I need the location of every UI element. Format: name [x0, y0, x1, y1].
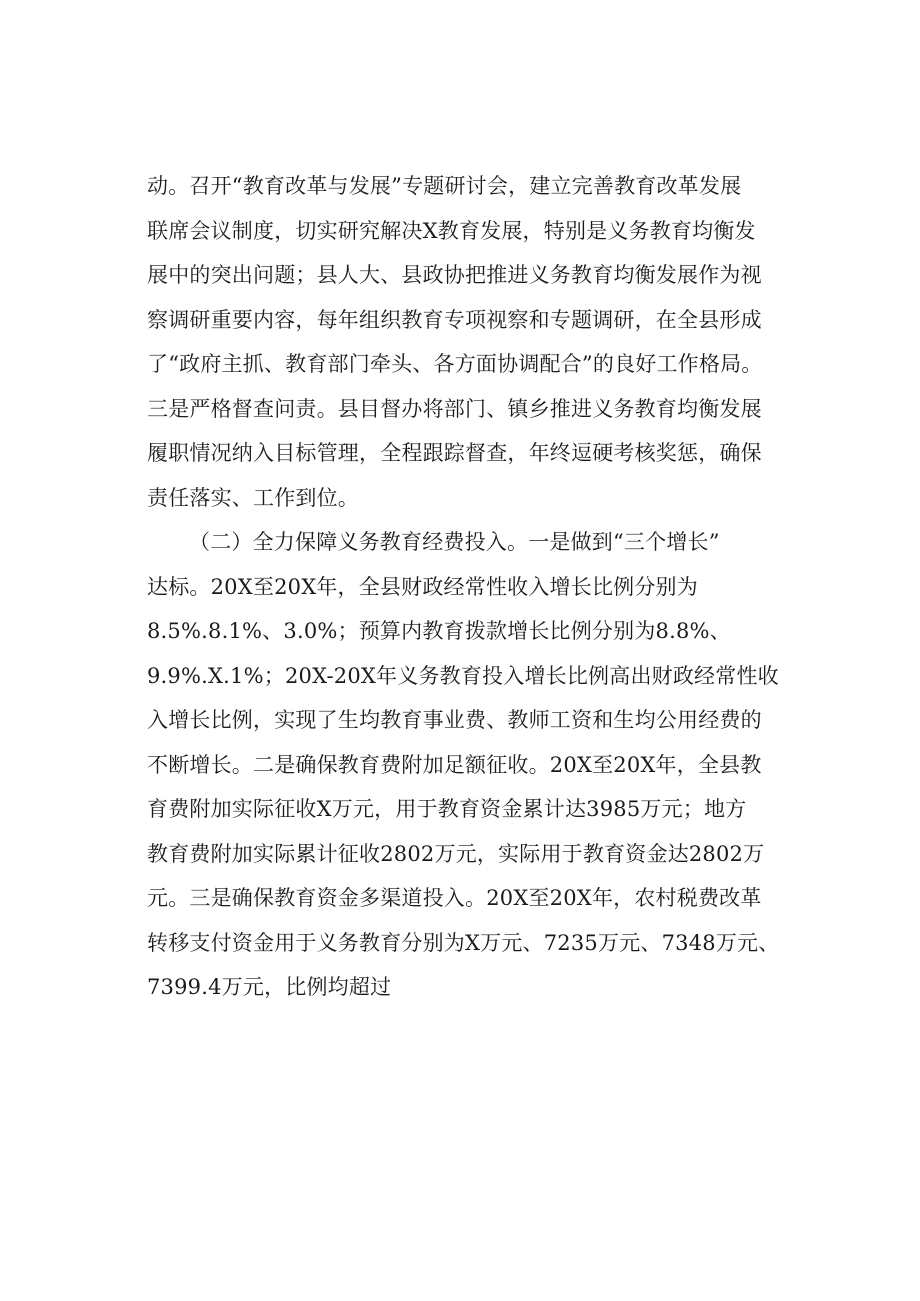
text-line: 育费附加实际征收X万元，用于教育资金累计达3985万元；地方 — [147, 797, 747, 821]
text-line: 不断增长。二是确保教育费附加足额征收。20X至20X年，全县教 — [147, 752, 762, 777]
text-line: 履职情况纳入目标管理，全程跟踪督查，年终逗硬考核奖惩，确保 — [147, 441, 762, 465]
text-line: 达标。20X至20X年，全县财政经常性收入增长比例分别为 — [147, 574, 698, 599]
text-line: 入增长比例，实现了生均教育事业费、教师工资和生均公用经费的 — [147, 708, 762, 732]
text-line: 察调研重要内容，每年组织教育专项视察和专题调研，在全县形成 — [147, 307, 762, 332]
text-line: 7399.4万元，比例均超过 — [147, 975, 392, 999]
text-line: 教育费附加实际累计征收2802万元，实际用于教育资金达2802万 — [147, 841, 765, 866]
text-line: 责任落实、工作到位。 — [147, 485, 359, 510]
text-line: 三是严格督查问责。县目督办将部门、镇乡推进义务教育均衡发展 — [147, 396, 762, 421]
text-line: 转移支付资金用于义务教育分别为X万元、7235万元、7348万元、 — [147, 930, 780, 955]
text-line: 8.5%.8.1%、3.0%；预算内教育拨款增长比例分别为8.8%、 — [147, 619, 731, 643]
text-line: 动。召开“教育改革与发展”专题研讨会，建立完善教育改革发展 — [147, 174, 742, 198]
text-line: 联席会议制度，切实研究解决X教育发展，特别是义务教育均衡发 — [147, 218, 756, 243]
text-line: 元。三是确保教育资金多渠道投入。20X至20X年，农村税费改革 — [147, 886, 762, 910]
text-line: 展中的突出问题；县人大、县政协把推进义务教育均衡发展作为视 — [147, 263, 762, 287]
text-line: 了“政府主抓、教育部门牵头、各方面协调配合”的良好工作格局。 — [147, 352, 763, 376]
section-heading-line: （二）全力保障义务教育经费投入。一是做到“三个增长” — [189, 530, 720, 554]
body-text — [147, 164, 827, 1010]
text-line: 9.9%.X.1%；20X-20X年义务教育投入增长比例高出财政经常性收 — [147, 663, 779, 688]
